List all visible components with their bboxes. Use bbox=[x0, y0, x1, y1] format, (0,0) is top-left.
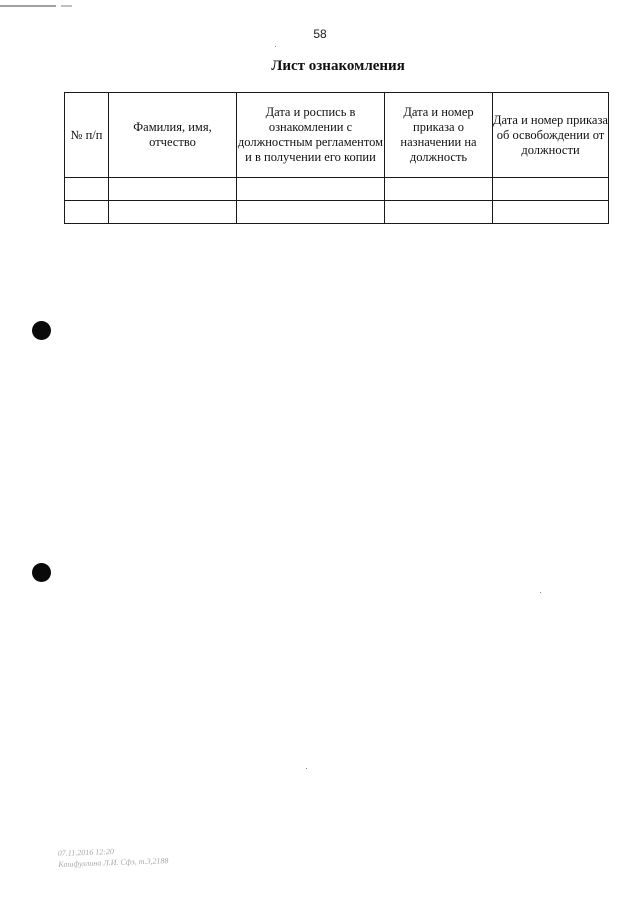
scan-stamp bbox=[58, 844, 169, 870]
page-number: 58 bbox=[313, 27, 327, 41]
table-cell[interactable] bbox=[493, 178, 609, 201]
table-cell[interactable] bbox=[493, 201, 609, 224]
table-header-row bbox=[65, 93, 609, 178]
header-number: № п/п bbox=[65, 93, 109, 178]
scan-speck bbox=[306, 768, 307, 769]
table-cell[interactable] bbox=[385, 178, 493, 201]
table-cell[interactable] bbox=[237, 178, 385, 201]
punch-hole-icon bbox=[32, 321, 51, 340]
table-row bbox=[65, 201, 609, 224]
stamp-line: Кашфуллина Л.И. Сфз, т.3,2188 bbox=[58, 856, 169, 869]
acknowledgement-table bbox=[64, 92, 609, 224]
table-cell[interactable] bbox=[109, 201, 237, 224]
scan-speck bbox=[275, 46, 276, 47]
table-cell[interactable] bbox=[385, 201, 493, 224]
table-cell[interactable] bbox=[65, 178, 109, 201]
scan-speck bbox=[540, 592, 541, 593]
stamp-line: 07.11.2016 12:20 bbox=[57, 846, 115, 858]
table-cell[interactable] bbox=[65, 201, 109, 224]
header-full-name: Фамилия, имя, отчество bbox=[109, 93, 237, 178]
table-cell[interactable] bbox=[109, 178, 237, 201]
header-appointment-order: Дата и номер приказа о назначении на должность bbox=[385, 93, 493, 178]
scan-edge-mark bbox=[0, 5, 90, 7]
header-dismissal-order: Дата и номер приказа об освобождении от должности bbox=[493, 93, 609, 178]
punch-hole-icon bbox=[32, 563, 51, 582]
table-row bbox=[65, 178, 609, 201]
header-signature-date: Дата и роспись в ознакомлении с должностным регламентом и в получении его копии bbox=[237, 93, 385, 178]
page-title: Лист ознакомления bbox=[271, 58, 405, 74]
table-cell[interactable] bbox=[237, 201, 385, 224]
